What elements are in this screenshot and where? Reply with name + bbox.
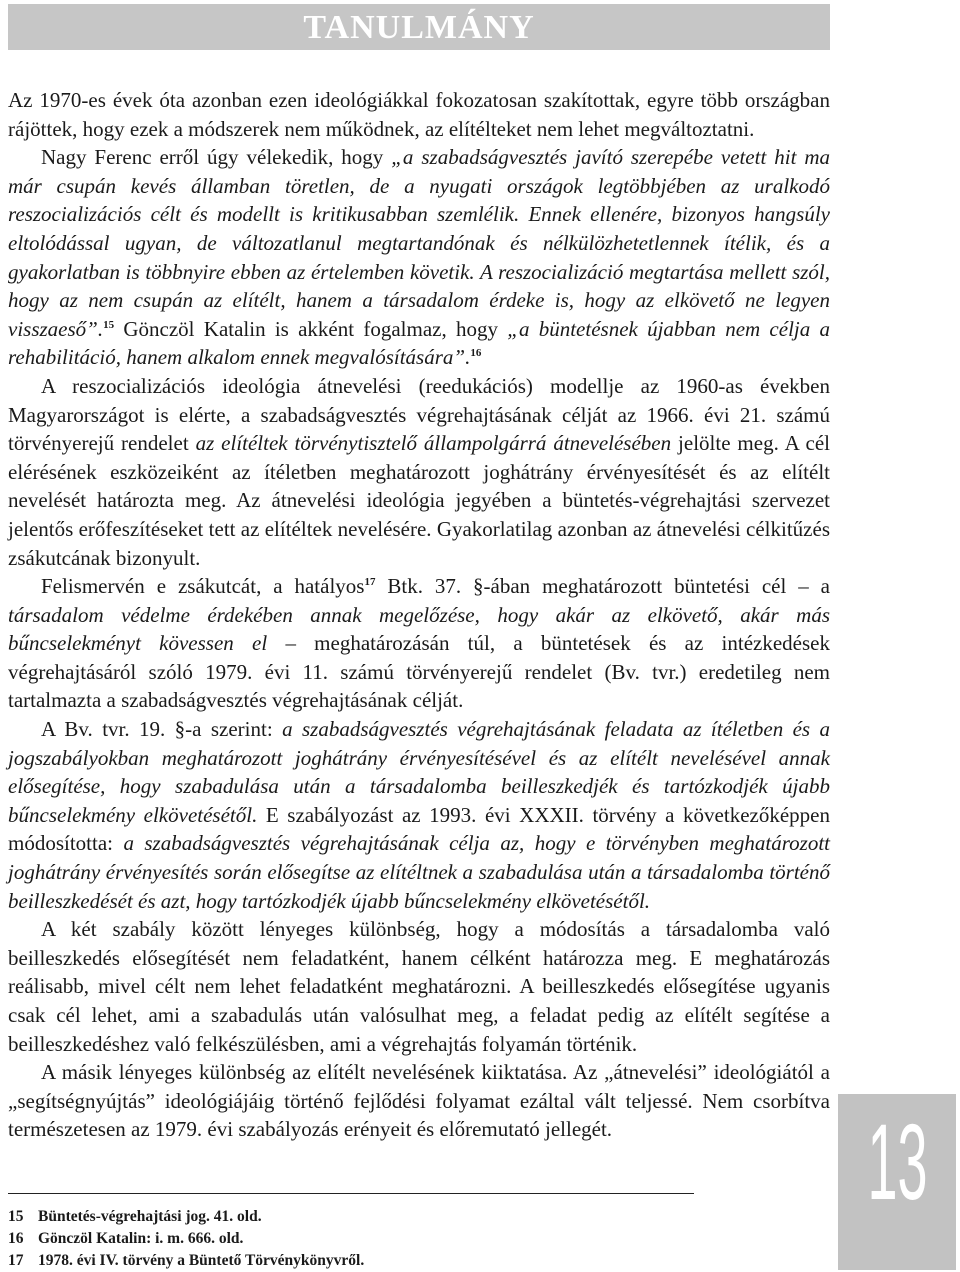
paragraph bbox=[8, 1058, 830, 1144]
text-run: A másik lényeges különbség az elítélt nevelésének kiiktatása. Az „átnevelési” ideológiától a „segítségnyújtás” ideológiájáig történő fejlődési folyamat ezáltal vált teljessé. Nem csorbítva természetesen az 1979. évi szabályozás erényeit és előremutató jellegét. bbox=[8, 1060, 830, 1142]
footnote-ref: 16 bbox=[470, 347, 482, 360]
text-run: A Bv. tvr. 19. §-a szerint: bbox=[41, 717, 283, 742]
article-body bbox=[8, 86, 830, 1144]
text-run: Nagy Ferenc erről úgy vélekedik, hogy bbox=[41, 145, 392, 170]
text-run: Felismervén e zsákutcát, a hatályos bbox=[41, 574, 365, 599]
footnote-text: Gönczöl Katalin: i. m. 666. old. bbox=[38, 1230, 244, 1247]
text-run: „a szabadságvesztés javító szerepébe vetett hit ma már csupán kevés államban töretlen, de a nyugati országok legtöbbjében az uralkodó reszocializációs célt és modellt is kritikusabban szemlélik. Ennek ellenére, bizonyos hangsúly eltolódással ugyan, de változatlanul megtartandónak és nélkülözhetetlennek ítélik, és a gyakorlatban is többnyire ebben az értelemben követik. A reszocializáció megtartása mellett szól, hogy az nem csupán az elítélt, hanem a társadalom érdeke is, hogy az elkövető ne legyen visszaeső”. bbox=[8, 145, 830, 341]
text-run: E szabályozást az 1993. évi XXXII. törvény a következőképpen módosította: bbox=[8, 802, 830, 856]
text-run: Gönczöl Katalin is akként fogalmaz, hogy bbox=[114, 316, 508, 341]
footnote-15 bbox=[8, 1206, 708, 1228]
text-run: Az 1970-es évek óta azonban ezen ideológiákkal fokozatosan szakítottak, egyre több országban rájöttek, hogy ezek a módszerek nem működnek, az elítélteket nem lehet megváltoztatni. bbox=[8, 88, 830, 141]
footnote-number: 16 bbox=[8, 1230, 24, 1247]
page-number: 13 bbox=[867, 1101, 928, 1222]
text-run: – meghatározásán túl, a büntetések és az intézkedések végrehajtásáról szóló 1979. évi 11. számú törvényerejű rendelet (Bv. tvr.) eredetileg nem tartalmazta a szabadságvesztés végrehajtásának célját. bbox=[8, 631, 830, 713]
text-run: Btk. 37. §-ában meghatározott büntetési cél – a bbox=[375, 574, 830, 599]
text-run: a szabadságvesztés végrehajtásának feladata az ítéletben és a jogszabályokban meghatározott joghátrány érvényesítésével és az elítélt nevelésével annak elősegítése, hogy szabadulása után a társadalomba beilleszkedjék és tartózkodjék újabb bűncselekmény elkövetésétől. bbox=[8, 717, 830, 827]
section-title: TANULMÁNY bbox=[303, 9, 535, 46]
paragraph bbox=[8, 572, 830, 715]
paragraph bbox=[8, 372, 830, 572]
text-run: jelölte meg. A cél elérésének eszközeiként az ítéletben meghatározott joghátrány érvényesítését és az elítélt nevelését határozta meg. Az átnevelési ideológia jegyében a büntetés-végrehajtási szervezet jelentős erőfeszítéseket tett az elítéltek nevelésére. Gyakorlatilag azonban az átnevelési célkitűzés zsákutcának bizonyult. bbox=[8, 431, 830, 570]
footnote-text: 1978. évi IV. törvény a Büntető Törvénykönyvről. bbox=[38, 1252, 365, 1269]
footnote-16 bbox=[8, 1228, 708, 1250]
paragraph bbox=[8, 715, 830, 915]
paragraph bbox=[8, 915, 830, 1058]
footnote-divider bbox=[8, 1193, 694, 1194]
text-run: társadalom védelme érdekében annak megelőzése, hogy akár az elkövető, akár más bűncselekményt kövessen el bbox=[8, 602, 830, 656]
page-number-box bbox=[838, 1094, 956, 1270]
footnotes bbox=[8, 1206, 708, 1272]
paragraph bbox=[8, 143, 830, 372]
paragraph bbox=[8, 86, 830, 143]
footnote-text: Büntetés-végrehajtási jog. 41. old. bbox=[38, 1208, 262, 1225]
text-run: A két szabály között lényeges különbség, hogy a módosítás a társadalomba való beilleszkedés elősegítését nem feladatként, hanem célként határozza meg. E meghatározás reálisabb, mivel célt nem lehet feladatként meghatározni. A beilleszkedés elősegítése ugyanis csak cél lehet, ami a szabadulás után valósulhat meg, a feladat pedig az elítélt segítése a beilleszkedéshez való felkészülésben, ami a végrehajtás folyamán történik. bbox=[8, 917, 830, 1056]
footnote-number: 15 bbox=[8, 1208, 24, 1225]
text-run: az elítéltek törvénytisztelő állampolgárrá átnevelésében bbox=[195, 431, 672, 456]
footnote-number: 17 bbox=[8, 1252, 24, 1269]
text-run: A reszocializációs ideológia átnevelési (reedukációs) modellje az 1960-as években Magyarországot is elérte, a szabadságvesztés végrehajtásának célját az 1966. évi 21. számú törvényerejű rendelet bbox=[8, 373, 830, 456]
section-header bbox=[8, 4, 830, 50]
footnote-17 bbox=[8, 1250, 708, 1272]
text-run: a szabadságvesztés végrehajtásának célja az, hogy e törvényben meghatározott joghátrány érvényesítés során elősegítse az elítéltnek a szabadulása után a társadalomba történő beilleszkedését és azt, hogy tartózkodjék újabb bűncselekmény elkövetésétől. bbox=[8, 831, 830, 913]
footnote-ref: 15 bbox=[103, 318, 115, 331]
footnote-ref: 17 bbox=[364, 576, 376, 589]
text-run: „a büntetésnek újabban nem célja a rehabilitáció, hanem alkalom ennek megvalósítására”. bbox=[8, 316, 831, 370]
